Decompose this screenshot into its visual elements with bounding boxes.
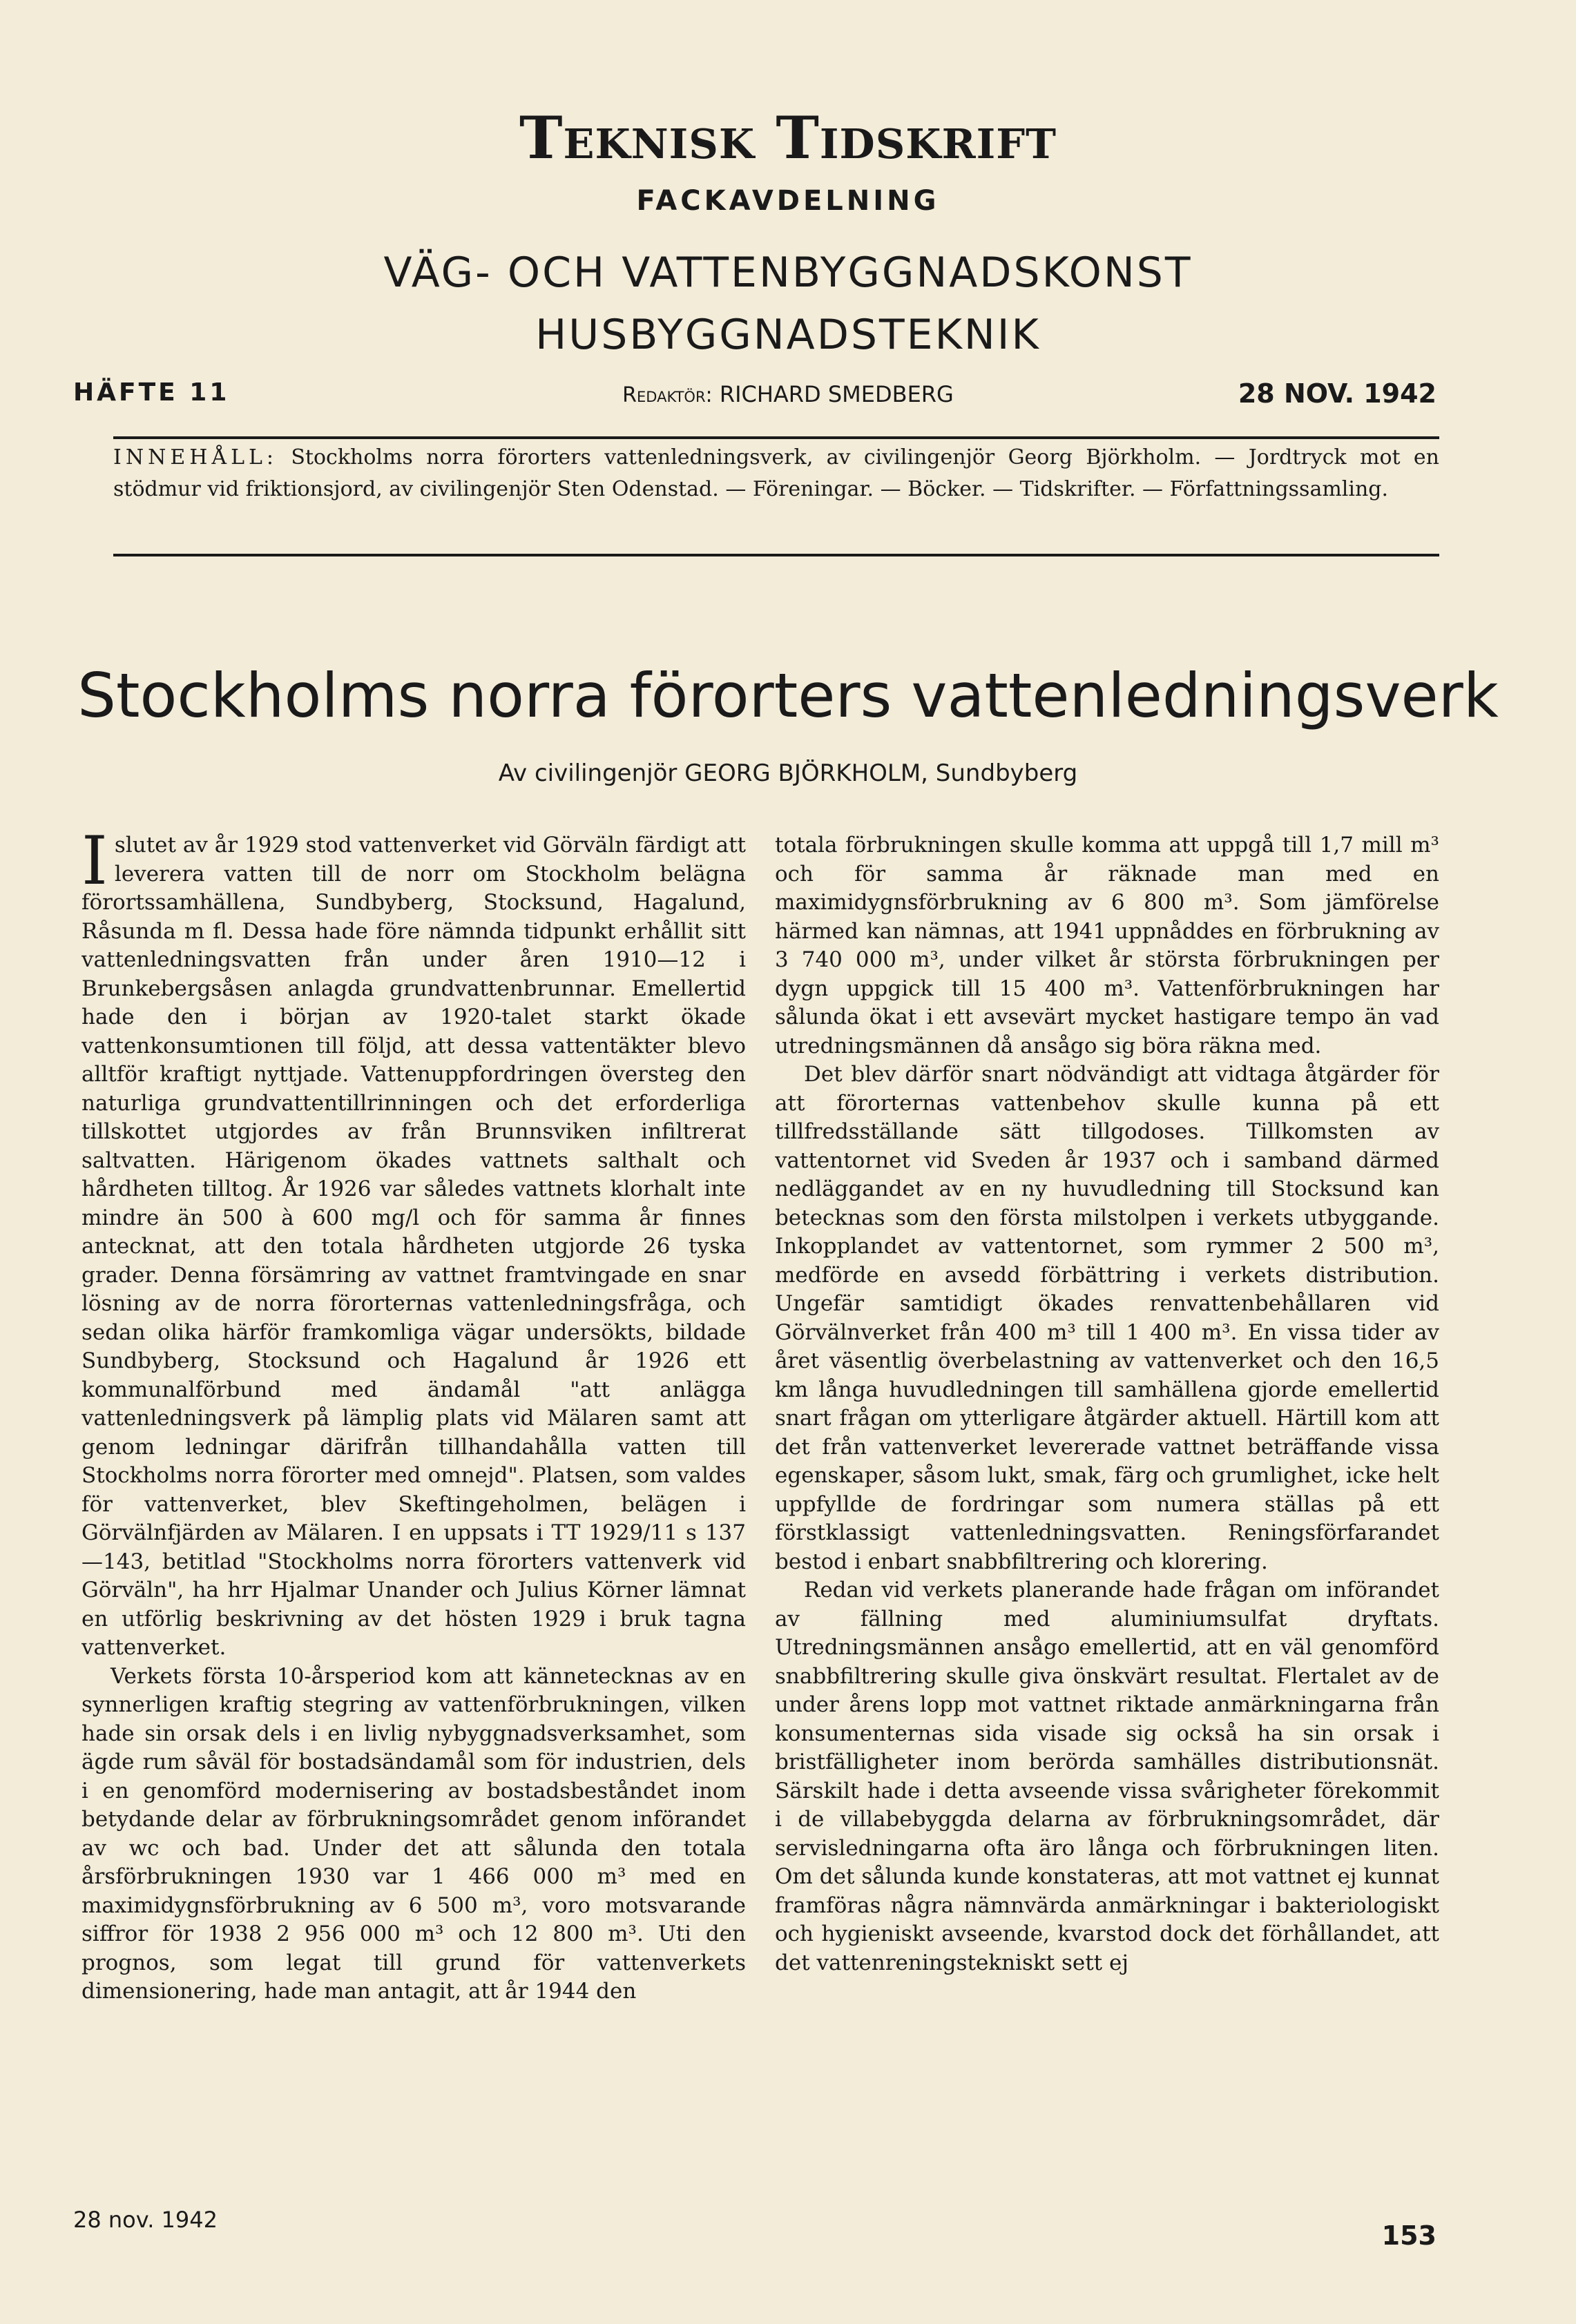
paragraph: Redan vid verkets planerande hade frågan om införandet av fällning med aluminiumsulfat dryftats. Utredningsmännen ansågo emellertid, att en väl genomförd snabbfiltrering skulle giva önskvärt resultat. Flertalet av de under årens lopp mot vattnet riktade anmärkningarna från konsumenternas sida visade sig också ha sin orsak i bristfälligheter inom berörda samhälles distributionsnät. Särskilt hade i detta avseende vissa svårigheter förekommit i de villabebyggda delarna av förbrukningsområdet, där servisledningarna ofta äro långa och förbrukningen liten. Om det sålunda kunde konstateras, att mot vattnet ej kunnat framföras några nämnvärda anmärkningar i bakteriologiskt och hygieniskt avseende, kvarstod dock det förhållandet, att det vattenreningstekniskt sett ej	[775, 1578, 1439, 1975]
table-of-contents	[113, 442, 1439, 505]
article-byline: Av civilingenjör GEORG BJÖRKHOLM, Sundbyberg	[498, 759, 1078, 787]
contents-text: Stockholms norra förorters vattenledningsverk, av civilingenjör Georg Björkholm. — Jordtryck mot en stödmur vid friktionsjord, av civilingenjör Sten Odenstad. — Föreningar. — Böcker. — Tidskrifter. — Författningssamling.	[113, 445, 1439, 501]
paragraph: Verkets första 10-årsperiod kom att kännetecknas av en synnerligen kraftig stegring av vattenförbrukningen, vilken hade sin orsak dels i en livlig nybyggnadsverksamhet, som ägde rum såväl för bostadsändamål som för industrien, dels i en genomförd modernisering av bostadsbeståndet inom betydande delar av förbrukningsområdet genom införandet av wc och bad. Under det att sålunda den totala årsförbrukningen 1930 var 1 466 000 m³ med en maximidygnsförbrukning av 6 500 m³, voro motsvarande siffror för 1938 2 956 000 m³ och 12 800 m³. Uti den prognos, som legat till grund för vattenverkets dimensionering, hade man antagit, att år 1944 den	[81, 1663, 746, 2004]
editor-name: RICHARD SMEDBERG	[719, 381, 954, 407]
footer-date: 28 nov. 1942	[73, 2207, 218, 2233]
editor-label: Redaktör:	[622, 383, 713, 407]
page-number: 153	[1381, 2220, 1436, 2251]
paragraph: Det blev därför snart nödvändigt att vidtaga åtgärder för att förorternas vattenbehov skulle kunna på ett tillfredsställande sätt tillgodoses. Tillkomsten av vattentornet vid Sveden år 1937 och i samband därmed nedläggandet av en ny huvudledning till Stocksund kan betecknas som den första milstolpen i verkets utbyggande. Inkopplandet av vattentornet, som rymmer 2 500 m³, medförde en avsedd förbättring i verkets distribution. Ungefär samtidigt ökades renvattenbehållaren vid Görvälnverket från 400 m³ till 1 400 m³. En vissa tider av året väsentlig överbelastning av vattenverket och den 16,5 km långa huvudledningen till samhällena gjorde emellertid snart frågan om ytterligare åtgärder aktuell. Härtill kom att det från vattenverket levererade vattnet beträffande vissa egenskaper, såsom lukt, smak, färg och grumlighet, icke helt uppfyllde de fordringar som numera ställas på ett förstklassigt vattenledningsvatten. Reningsförfarandet bestod i enbart snabbfiltrering och klorering.	[775, 1062, 1439, 1574]
journal-title: Teknisk Tidskrift	[519, 104, 1057, 172]
article-column-right	[775, 831, 1439, 2179]
paragraph	[81, 831, 746, 1663]
contents-label: INNEHÅLL:	[113, 445, 278, 469]
article-title: Stockholms norra förorters vattenledningsverk	[77, 660, 1499, 731]
section-label: FACKAVDELNING	[636, 185, 940, 217]
article-column-left	[81, 831, 746, 2179]
bottom-rule	[113, 554, 1439, 556]
issue-date: 28 NOV. 1942	[1238, 378, 1436, 409]
paragraph-text: slutet av år 1929 stod vattenverket vid Görväln färdigt att leverera vatten till de norr om Stockholm belägna förortssamhällena, Sundbyberg, Stocksund, Hagalund, Råsunda m fl. Dessa hade före nämnda tidpunkt erhållit sitt vattenledningsvatten från under åren 1910—12 i Brunkebergsåsen anlagda grundvattenbrunnar. Emellertid hade den i början av 1920-talet starkt ökade vattenkonsumtionen till följd, att dessa vattentäkter blevo alltför kraftigt nyttjade. Vattenuppfordringen översteg den naturliga grundvattentillrinningen och det erforderliga tillskottet utgjordes av från Brunnsviken infiltrerat saltvatten. Härigenom ökades vattnets salthalt och hårdheten tilltog. År 1926 var således vattnets klorhalt inte mindre än 500 à 600 mg/l och för samma år finnes antecknat, att den totala hårdheten utgjorde 26 tyska grader. Denna försämring av vattnet framtvingade en snar lösning av de norra förorternas vattenledningsfråga, och sedan olika härför framkomliga vägar undersökts, bildade Sundbyberg, Stocksund och Hagalund år 1926 ett kommunalförbund med ändamål "att anlägga vattenledningsverk på lämplig plats vid Mälaren samt att genom ledningar därifrån tillhandahålla vatten till Stockholms norra förorter med omnejd". Platsen, som valdes för vattenverket, blev Skeftingeholmen, belägen i Görvälnfjärden av Mälaren. I en uppsats i TT 1929/11 s 137—143, betitlad "Stockholms norra förorters vattenverk vid Görväln", ha hrr Hjalmar Unander och Julius Körner lämnat en utförlig beskrivning av det hösten 1929 i bruk tagna vattenverket.	[81, 833, 746, 1660]
paragraph: totala förbrukningen skulle komma att uppgå till 1,7 mill m³ och för samma år räknade man med en maximidygnsförbrukning av 6 800 m³. Som jämförelse härmed kan nämnas, att 1941 uppnåddes en förbrukning av 3 740 000 m³, under vilket år största förbrukningen per dygn uppgick till 15 400 m³. Vattenförbrukningen har sålunda ökat i ett avsevärt mycket hastigare tempo än vad utredningsmännen då ansågo sig böra räkna med.	[775, 833, 1439, 1058]
top-rule	[113, 436, 1439, 439]
drop-cap: I	[81, 831, 108, 900]
department-line-1: VÄG- OCH VATTENBYGGNADSKONST	[383, 249, 1193, 297]
department-line-2: HUSBYGGNADSTEKNIK	[535, 311, 1041, 359]
issue-number: HÄFTE 11	[73, 378, 230, 407]
